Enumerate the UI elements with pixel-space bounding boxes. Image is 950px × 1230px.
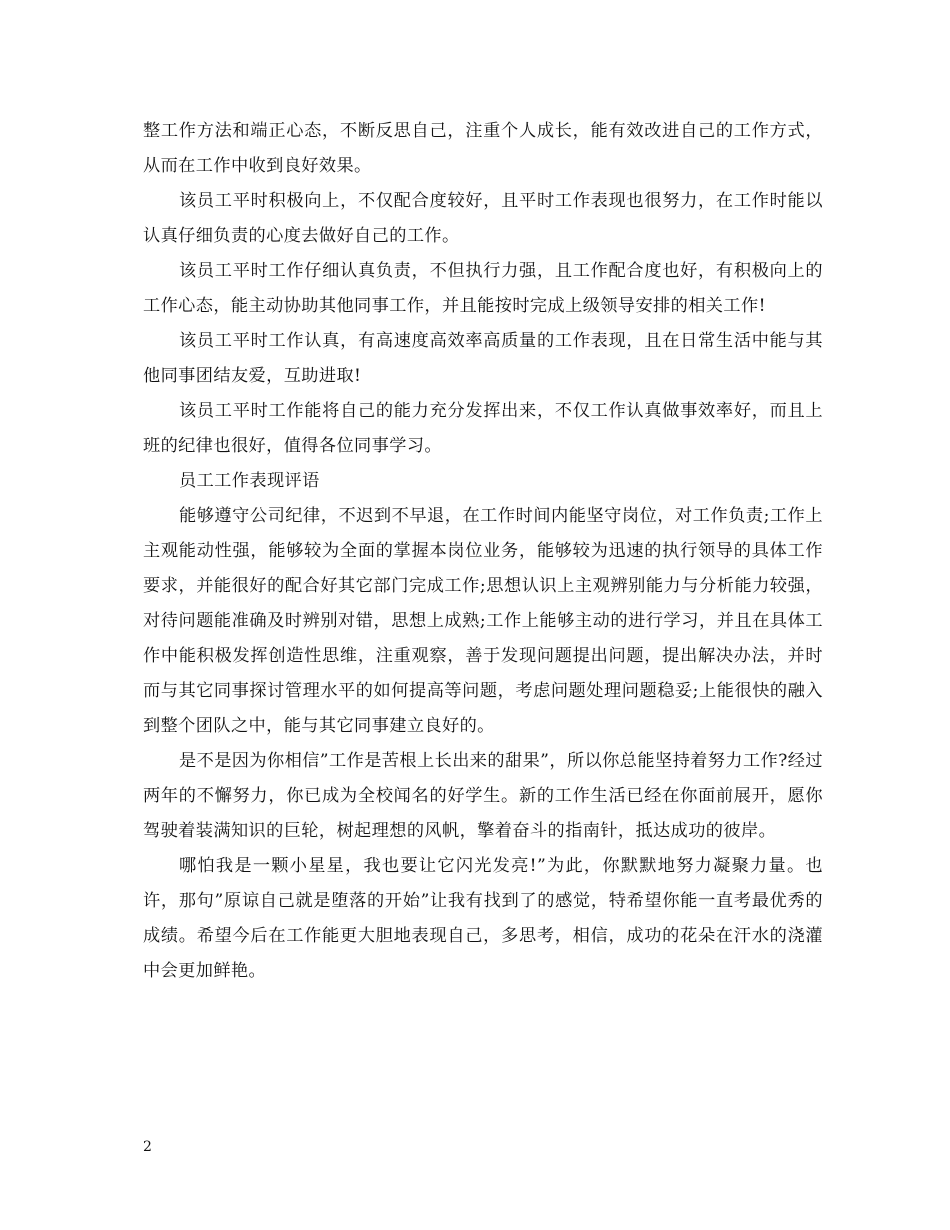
paragraph-2: 该员工平时积极向上，不仅配合度较好，且平时工作表现也很努力，在工作时能以认真仔细负责的心度去做好自己的工作。 (143, 191, 823, 246)
section-heading: 员工工作表现评语 (179, 471, 320, 491)
document-body (143, 114, 823, 989)
paragraph-3: 该员工平时工作仔细认真负责，不但执行力强，且工作配合度也好，有积极向上的工作心态，能主动协助其他同事工作，并且能按时完成上级领导安排的相关工作! (143, 261, 823, 316)
paragraph-7: 能够遵守公司纪律，不迟到不早退，在工作时间内能坚守岗位，对工作负责;工作上主观能动性强，能够较为全面的掌握本岗位业务，能够较为迅速的执行领导的具体工作要求，并能很好的配合好其它部门完成工作;思想认识上主观辨别能力与分析能力较强，对待问题能准确及时辨别对错，思想上成熟;工作上能够主动的进行学习，并且在具体工作中能积极发挥创造性思维，注重观察，善于发现问题提出问题，提出解决办法，并时而与其它同事探讨管理水平的如何提高等问题，考虑问题处理问题稳妥;上能很快的融入到整个团队之中，能与其它同事建立良好的。 (143, 506, 823, 736)
paragraph-9: 哪怕我是一颗小星星，我也要让它闪光发亮!”为此，你默默地努力凝聚力量。也许，那句”原谅自己就是堕落的开始”让我有找到了的感觉，特希望你能一直考最优秀的成绩。希望今后在工作能更大胆地表现自己，多思考，相信，成功的花朵在汗水的浇灌中会更加鲜艳。 (143, 856, 823, 981)
paragraph-5: 该员工平时工作能将自己的能力充分发挥出来，不仅工作认真做事效率好，而且上班的纪律也很好，值得各位同事学习。 (143, 401, 823, 456)
page-number: 2 (143, 1139, 152, 1155)
paragraph-4: 该员工平时工作认真，有高速度高效率高质量的工作表现，且在日常生活中能与其他同事团结友爱，互助进取! (143, 331, 823, 386)
paragraph-8: 是不是因为你相信”工作是苦根上长出来的甜果”，所以你总能坚持着努力工作?经过两年的不懈努力，你已成为全校闻名的好学生。新的工作生活已经在你面前展开，愿你驾驶着装满知识的巨轮，树起理想的风帆，擎着奋斗的指南针，抵达成功的彼岸。 (143, 751, 823, 841)
paragraph-1: 整工作方法和端正心态，不断反思自己，注重个人成长，能有效改进自己的工作方式，从而在工作中收到良好效果。 (143, 121, 823, 176)
